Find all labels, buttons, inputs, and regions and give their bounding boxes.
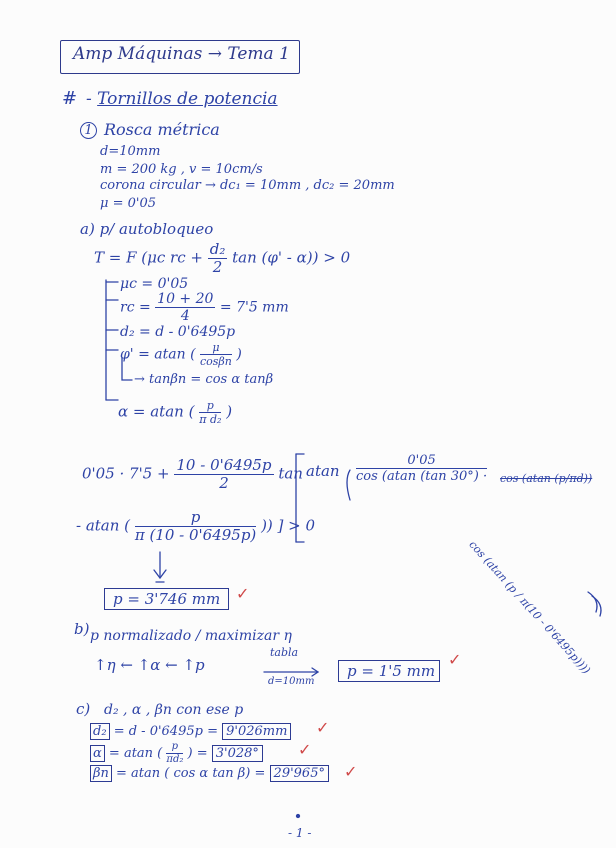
part-b-arrow-top: tabla: [270, 646, 299, 659]
check-mark-icon: ✓: [344, 762, 358, 781]
part-c-row-alpha: α = atan ( $\frac{p}{\text{πd₂}}$ ) = 3'028°: [90, 742, 263, 765]
problem-number: 1: [80, 122, 97, 139]
part-b-arrow-bottom: d=10mm: [268, 676, 315, 687]
part-b-title: p normalizado / maximizar η: [90, 628, 292, 644]
item-phi: φ' = atan ( $\frac{\mu}{\cos\beta n}$ ): [120, 341, 242, 368]
struck-text: cos (atan (p/πd)): [500, 472, 593, 485]
part-b-label: b): [74, 620, 90, 638]
item-muc: μc = 0'05: [120, 276, 189, 292]
expansion-atan: atan: [306, 462, 340, 480]
part-c-label: c): [76, 700, 91, 718]
check-mark-icon: ✓: [448, 650, 462, 669]
torque-lhs: T = F (μc rc +: [94, 248, 203, 267]
part-a-label: a) p/ autobloqueo: [80, 220, 214, 238]
check-mark-icon: ✓: [316, 718, 330, 737]
check-mark-icon: ✓: [298, 740, 312, 759]
item-rc: rc = $\frac{10 + 20}{4}$ = 7'5 mm: [120, 291, 289, 324]
part-c-title: d₂ , α , βn con ese p: [104, 702, 244, 718]
section-marker: #: [62, 88, 78, 109]
part-c-row-d2: d₂ = d - 0'6495p = 9'026mm: [90, 724, 291, 739]
expansion-inner-fraction: $\frac{0'05}{\cos (atan (\tan 30^\circ) \cdot}$: [356, 453, 488, 484]
header-title: Amp Máquinas → Tema 1: [73, 44, 290, 64]
given-m: m = 200 kg , v = 10cm/s: [100, 162, 263, 177]
given-d: d=10mm: [100, 144, 161, 159]
section-title-line: - Tornillos de potencia: [86, 89, 278, 109]
part-c-row-beta: βn = atan ( cos α tan β) = 29'965°: [90, 766, 329, 781]
expansion-line-1: 0'05 · 7'5 + $\frac{10 - 0'6495p}{2}$ tan: [82, 456, 303, 492]
item-d2: d₂ = d - 0'6495p: [120, 324, 236, 340]
result-b: p = 1'5 mm: [338, 660, 440, 682]
item-alpha: α = atan ( $\frac{p}{\text{π d₂}}$ ): [118, 399, 233, 426]
given-mu: μ = 0'05: [100, 196, 156, 211]
problem-title: Rosca métrica: [104, 120, 220, 139]
page-number: - 1 -: [288, 826, 312, 840]
item-tanbeta: → tanβn = cos α tanβ: [134, 372, 274, 387]
torque-fraction: $\frac{\text{d₂}}{2}$: [209, 240, 226, 276]
torque-rhs: tan (φ' - α)) > 0: [232, 248, 351, 267]
check-mark-icon: ✓: [236, 584, 250, 603]
diagonal-note: cos (atan (p / π(10 - 0'6495p)))): [466, 538, 593, 677]
result-a: p = 3'746 mm: [104, 588, 229, 610]
expansion-line-2: - atan ( $\frac{p}{\pi (10 - 0'6495p)}$ )) ] > 0: [76, 508, 316, 544]
part-b-chain: ↑η ← ↑α ← ↑p: [94, 656, 205, 674]
section-title: Tornillos de potencia: [97, 89, 278, 109]
given-corona: corona circular → dc₁ = 10mm , dc₂ = 20mm: [100, 178, 395, 193]
